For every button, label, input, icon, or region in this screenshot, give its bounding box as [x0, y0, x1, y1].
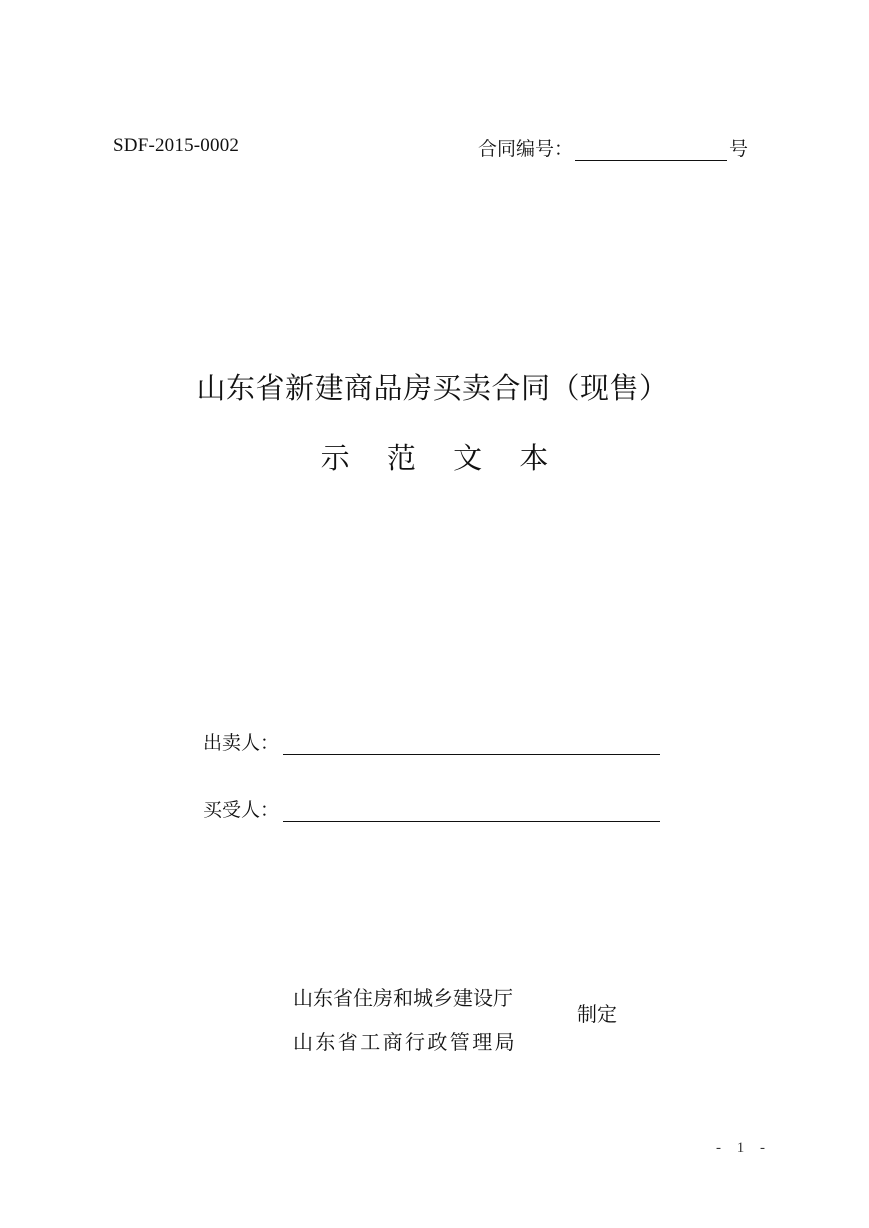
document-title [0, 366, 869, 407]
contract-number-label: 合同编号： [478, 138, 574, 160]
seller-field [203, 728, 660, 755]
contract-number-suffix: 号 [729, 138, 749, 160]
contract-number-blank[interactable] [575, 138, 727, 161]
issuing-authorities [293, 976, 517, 1064]
issuer-commerce-bureau: 山东省工商行政管理局 [293, 1030, 517, 1054]
subtitle-char: 本 [519, 441, 549, 475]
subtitle-char: 示 [320, 441, 350, 475]
buyer-blank[interactable] [283, 797, 660, 822]
subtitle-char: 文 [453, 441, 483, 475]
contract-number-field [478, 134, 748, 161]
buyer-field [203, 795, 660, 822]
title-text: 山东省新建商品房买卖合同（现售） [196, 371, 669, 405]
buyer-label: 买受人： [203, 799, 280, 821]
document-code: SDF-2015-0002 [113, 135, 240, 156]
issuer-suffix: 制定 [577, 1002, 617, 1026]
seller-label: 出卖人： [203, 732, 280, 754]
seller-blank[interactable] [283, 730, 660, 755]
page-number: - 1 - [716, 1140, 771, 1156]
document-subtitle [0, 436, 869, 477]
issuer-housing-department: 山东省住房和城乡建设厅 [293, 986, 513, 1010]
subtitle-char: 范 [386, 441, 416, 475]
